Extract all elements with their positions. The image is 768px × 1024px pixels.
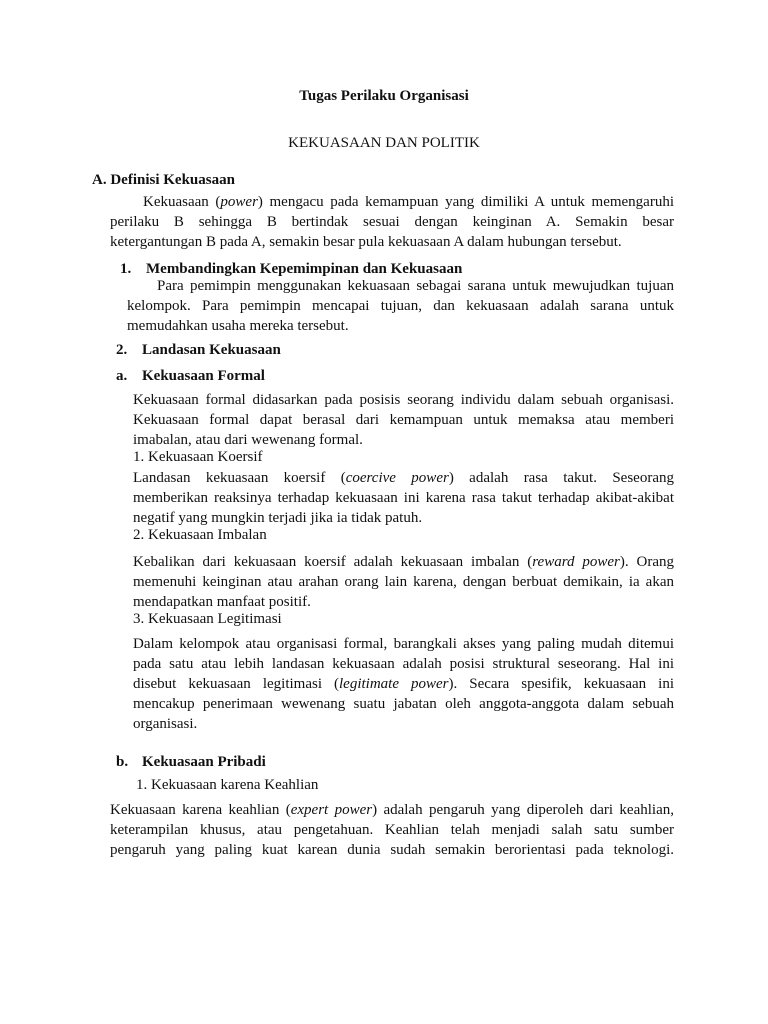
list-item-koersif: 1. Kekuasaan Koersif [133, 449, 263, 465]
section-a-paragraph [110, 192, 674, 252]
paragraph-line: memenuhi keinginan atau arahan orang lain karena, dengan berbuat demikain, ia akan [133, 574, 674, 590]
paragraph-line: negatif yang mungkin terjadi jika ia tidak patuh. [133, 510, 423, 526]
section-a-heading: A. Definisi Kekuasaan [92, 172, 235, 188]
list-item-imbalan: 2. Kekuasaan Imbalan [133, 527, 267, 543]
sub-a-letter: a. [116, 368, 128, 384]
paragraph-line: Kekuasaan (power) mengacu pada kemampuan yang dimiliki A untuk memengaruhi [143, 194, 674, 210]
paragraph-line: ketergantungan B pada A, semakin besar pula kekuasaan A dalam hubungan tersebut. [110, 234, 622, 250]
paragraph-line: Kekuasaan karena keahlian (expert power) adalah pengaruh yang diperoleh dari keahlian, [110, 802, 674, 818]
formal-paragraph [133, 390, 674, 450]
paragraph-line: mencakup penerimaan wewenang suatu jabatan oleh anggota-anggota dalam sebuah [133, 696, 674, 712]
sub-b-letter: b. [116, 754, 129, 770]
paragraph-line: imabalan, atau dari wewenang formal. [133, 432, 363, 448]
document-subtitle: KEKUASAAN DAN POLITIK [288, 135, 480, 151]
paragraph-line: organisasi. [133, 716, 198, 732]
list-item-legitimasi: 3. Kekuasaan Legitimasi [133, 611, 282, 627]
sub1-number: 1. [120, 261, 132, 277]
keahlian-paragraph [110, 800, 674, 860]
paragraph-line: Dalam kelompok atau organisasi formal, barangkali akses yang paling mudah ditemui [133, 636, 674, 652]
sub1-heading: Membandingkan Kepemimpinan dan Kekuasaan [146, 261, 463, 277]
paragraph-line: memberikan reaksinya terhadap kekuasaan ini karena rasa takut terhadap akibat-akibat [133, 490, 674, 506]
legitimasi-paragraph [133, 634, 674, 734]
paragraph-line: Kebalikan dari kekuasaan koersif adalah kekuasaan imbalan (reward power). Orang [133, 554, 674, 570]
list-item-keahlian: 1. Kekuasaan karena Keahlian [136, 777, 319, 793]
paragraph-line: mendapatkan manfaat positif. [133, 594, 311, 610]
paragraph-line: Para pemimpin menggunakan kekuasaan sebagai sarana untuk mewujudkan tujuan [157, 278, 674, 294]
paragraph-line: pada satu atau lebih landasan kekuasaan adalah posisi struktural seseorang. Hal ini [133, 656, 674, 672]
document-title: Tugas Perilaku Organisasi [299, 88, 469, 104]
koersif-paragraph [133, 468, 674, 528]
paragraph-line: Landasan kekuasaan koersif (coercive power) adalah rasa takut. Seseorang [133, 470, 674, 486]
paragraph-line: perilaku B sehingga B bertindak sesuai dengan keinginan A. Semakin besar [110, 214, 674, 230]
paragraph-line: memudahkan usaha mereka tersebut. [127, 318, 349, 334]
paragraph-line: pengaruh yang paling kuat karean dunia sudah semakin berorientasi pada teknologi. [110, 842, 674, 858]
sub2-number: 2. [116, 342, 128, 358]
sub-a-heading: Kekuasaan Formal [142, 368, 265, 384]
paragraph-line: Kekuasaan formal dapat berasal dari kemampuan untuk memaksa atau memberi [133, 412, 674, 428]
paragraph-line: keterampilan khusus, atau pengetahuan. Keahlian telah menjadi salah satu sumber [110, 822, 674, 838]
paragraph-line: disebut kekuasaan legitimasi (legitimate power). Secara spesifik, kekuasaan ini [133, 676, 674, 692]
sub-b-heading: Kekuasaan Pribadi [142, 754, 266, 770]
sub2-heading: Landasan Kekuasaan [142, 342, 281, 358]
imbalan-paragraph [133, 552, 674, 612]
paragraph-line: Kekuasaan formal didasarkan pada posisis seorang individu dalam sebuah organisasi. [133, 392, 674, 408]
sub1-paragraph [127, 276, 674, 336]
paragraph-line: kelompok. Para pemimpin mencapai tujuan, dan kekuasaan adalah sarana untuk [127, 298, 674, 314]
